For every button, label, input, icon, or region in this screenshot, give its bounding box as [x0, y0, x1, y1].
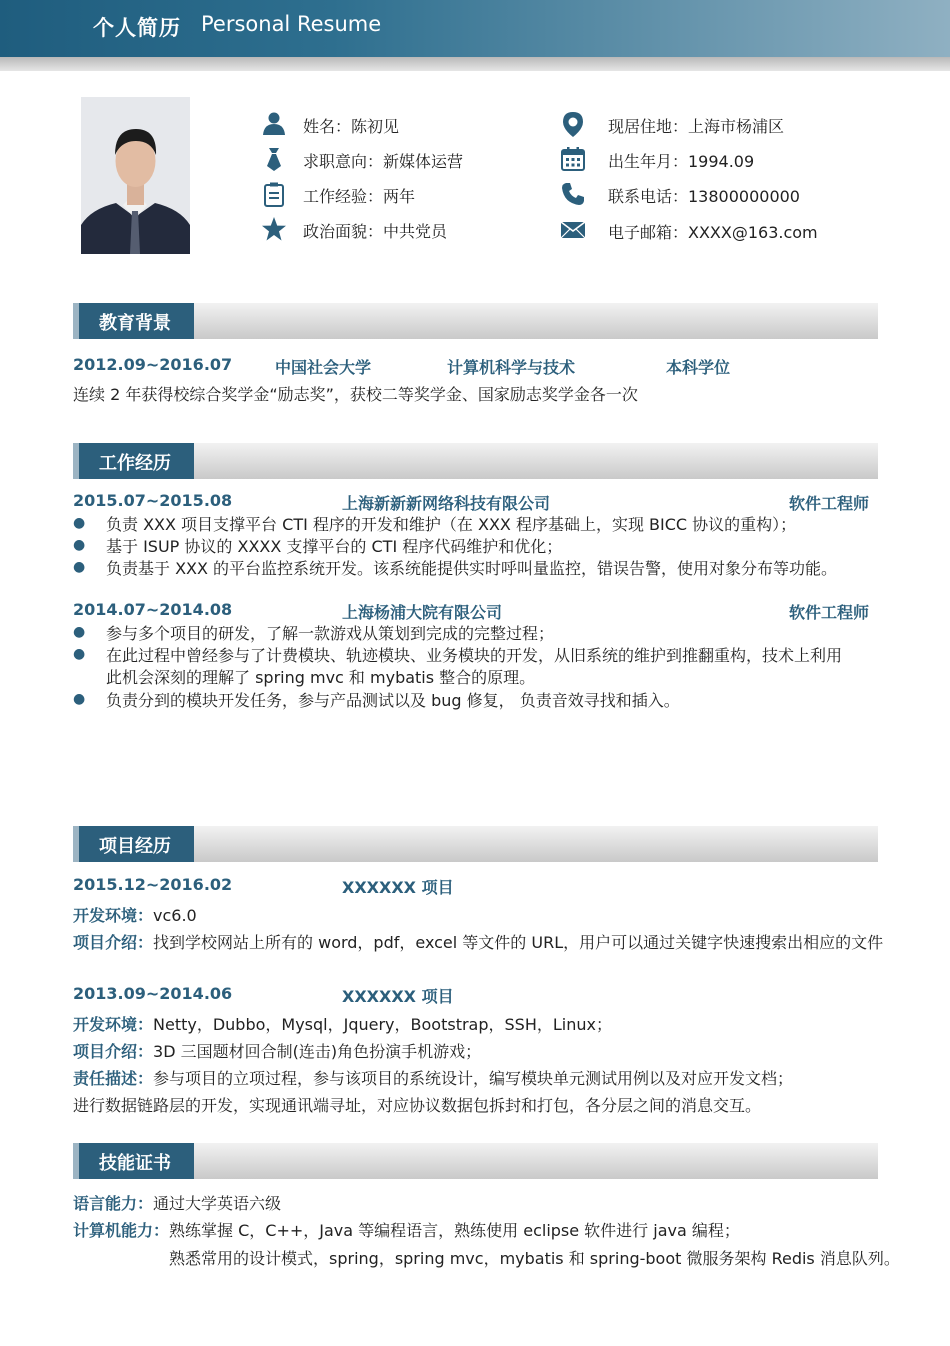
phone-icon — [560, 181, 586, 207]
project-env: Netty，Dubbo，Mysql，Jquery，Bootstrap，SSH，Linux； — [153, 1015, 612, 1034]
env-label: 开发环境： — [73, 906, 154, 925]
job-bullet: 基于 ISUP 协议的 XXXX 支撑平台的 CTI 程序代码维护和优化； — [106, 537, 563, 556]
project-name: XXXXXX 项目 — [342, 878, 454, 897]
profile-email: 电子邮箱：XXXX@163.com — [608, 223, 818, 242]
job-bullet: 在此过程中曾经参与了计费模块、轨迹模块、业务模块的开发，从旧系统的维护到推翻重构，技术上利用 — [106, 646, 843, 665]
project-date: 2013.09~2014.06 — [73, 984, 233, 1003]
person-icon — [261, 111, 287, 137]
education-description: 连续 2 年获得校综合奖学金“励志奖”，获校二等奖学金、国家励志奖学金各一次 — [73, 385, 638, 404]
education-school: 中国社会大学 — [275, 358, 372, 377]
job-role: 软件工程师 — [789, 603, 870, 622]
profile-political: 政治面貌：中共党员 — [303, 222, 448, 241]
project-duty-row — [73, 1066, 793, 1089]
bullet-dot: ● — [73, 515, 86, 531]
computer-label: 计算机能力： — [73, 1221, 170, 1240]
intro-label: 项目介绍： — [73, 1042, 154, 1061]
computer-skill-continued: 熟悉常用的设计模式，spring，spring mvc，mybatis 和 spring-boot 微服务架构 Redis 消息队列。 — [169, 1249, 900, 1268]
star-icon — [261, 216, 287, 242]
header-divider — [0, 57, 950, 71]
job-bullet: 参与多个项目的研发，了解一款游戏从策划到完成的完整过程； — [106, 624, 555, 643]
projects-section-tab — [73, 826, 194, 862]
bullet-dot: ● — [73, 537, 86, 553]
page-subtitle: Personal Resume — [201, 12, 382, 36]
profile-residence: 现居住地：上海市杨浦区 — [608, 117, 785, 136]
bullet-dot: ● — [73, 624, 86, 640]
projects-section-title: 项目经历 — [99, 836, 171, 857]
profile-photo — [81, 97, 190, 254]
job-bullet-continued: 此机会深刻的理解了 spring mvc 和 mybatis 整合的原理。 — [106, 668, 536, 687]
education-date: 2012.09~2016.07 — [73, 355, 233, 374]
skills-section-title: 技能证书 — [99, 1153, 171, 1174]
project-env-row — [73, 1012, 612, 1035]
education-degree: 本科学位 — [666, 358, 731, 377]
education-major: 计算机科学与技术 — [447, 358, 576, 377]
clipboard-icon — [261, 181, 287, 207]
education-section-tab — [73, 303, 194, 339]
project-env: vc6.0 — [153, 906, 197, 925]
job-bullet: 负责基于 XXX 的平台监控系统开发。该系统能提供实时呼叫量监控，错误告警，使用对象分布等功能。 — [106, 559, 838, 578]
job-date: 2014.07~2014.08 — [73, 600, 233, 619]
profile-birth: 出生年月：1994.09 — [608, 152, 755, 171]
calendar-icon — [560, 146, 586, 172]
intro-label: 项目介绍： — [73, 933, 154, 952]
work-section-tab — [73, 443, 194, 479]
job-bullet: 负责 XXX 项目支撑平台 CTI 程序的开发和维护（在 XXX 程序基础上，实现 BICC 协议的重构）； — [106, 515, 797, 534]
project-date: 2015.12~2016.02 — [73, 875, 233, 894]
job-date: 2015.07~2015.08 — [73, 491, 233, 510]
bullet-dot: ● — [73, 559, 86, 575]
project-duty-continued: 进行数据链路层的开发，实现通讯端寻址，对应协议数据包拆封和打包，各分层之间的消息交互。 — [73, 1096, 762, 1115]
language-label: 语言能力： — [73, 1194, 154, 1213]
computer-skill: 熟练掌握 C，C++，Java 等编程语言，熟练使用 eclipse 软件进行 java 编程； — [169, 1221, 740, 1240]
project-duty: 参与项目的立项过程，参与该项目的系统设计，编写模块单元测试用例以及对应开发文档； — [153, 1069, 794, 1088]
project-intro: 找到学校网站上所有的 word，pdf，excel 等文件的 URL，用户可以通过关键字快速搜索出相应的文件 — [153, 933, 884, 952]
profile-name: 姓名：陈初见 — [303, 117, 400, 136]
job-company: 上海新新新网络科技有限公司 — [342, 494, 551, 513]
skills-section-tab — [73, 1143, 194, 1179]
job-bullet: 负责分到的模块开发任务，参与产品测试以及 bug 修复， 负责音效寻找和插入。 — [106, 691, 680, 710]
computer-skill-row — [73, 1218, 740, 1241]
envelope-icon — [560, 217, 586, 243]
page-title: 个人简历 — [93, 16, 181, 40]
education-section-title: 教育背景 — [99, 313, 171, 334]
job-company: 上海杨浦大院有限公司 — [342, 603, 503, 622]
language-skill-row — [73, 1191, 281, 1214]
duty-label: 责任描述： — [73, 1069, 154, 1088]
location-pin-icon — [560, 111, 586, 137]
env-label: 开发环境： — [73, 1015, 154, 1034]
project-intro-row — [73, 930, 883, 953]
work-section-title: 工作经历 — [99, 453, 171, 474]
job-role: 软件工程师 — [789, 494, 870, 513]
tie-icon — [261, 146, 287, 172]
bullet-dot: ● — [73, 691, 86, 707]
profile-intention: 求职意向：新媒体运营 — [303, 152, 464, 171]
project-intro-row — [73, 1039, 481, 1062]
language-skill: 通过大学英语六级 — [153, 1194, 282, 1213]
project-env-row — [73, 903, 197, 926]
project-name: XXXXXX 项目 — [342, 987, 454, 1006]
profile-experience: 工作经验：两年 — [303, 187, 416, 206]
profile-phone: 联系电话：13800000000 — [608, 187, 800, 206]
bullet-dot: ● — [73, 646, 86, 662]
project-intro: 3D 三国题材回合制(连击)角色扮演手机游戏； — [153, 1042, 482, 1061]
